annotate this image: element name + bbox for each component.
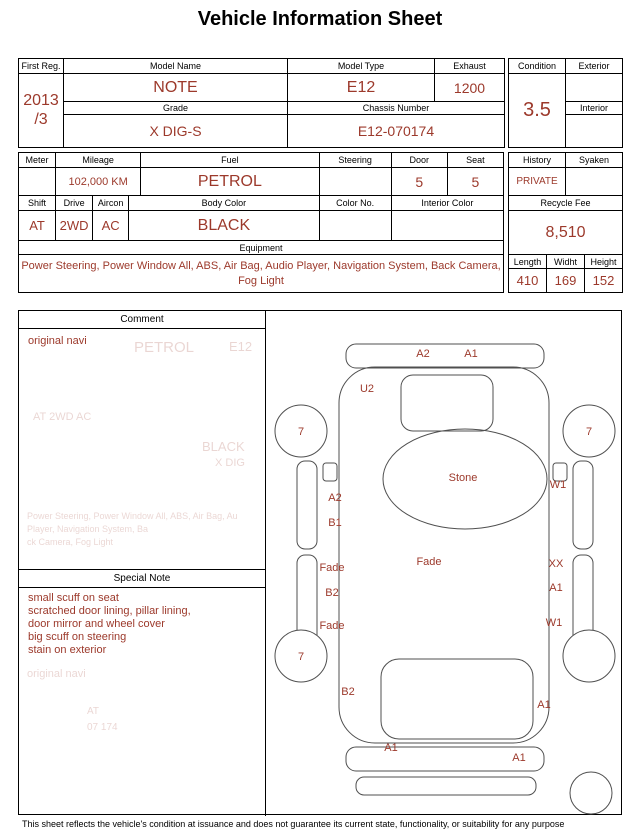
special-note-lines [28,592,191,657]
diagram-label: A2 [328,492,342,504]
seat-label: Seat [447,153,503,168]
color-no-label: Color No. [319,196,391,211]
trunk-panel [381,659,533,739]
equipment-value: Power Steering, Power Window All, ABS, Air Bag, Audio Player, Navigation System, Back Camera, Fog Light [19,255,504,293]
special-note-section [19,569,266,816]
drive-value: 2WD [56,211,93,241]
shift-value: AT [19,211,56,241]
fuel-value: PETROL [141,168,319,196]
meter-label: Meter [19,153,56,168]
bleed-through-text: Power Steering, Power Window All, ABS, Air Bag, Au [27,511,238,521]
bleed-through-text: AT 2WD AC [33,411,92,423]
comment-text: original navi [28,335,87,347]
bleed-through-text: BLACK [202,439,245,454]
diagram-label: A2 [416,348,430,360]
drive-label: Drive [56,196,93,211]
right-sill-front [573,461,593,549]
chassis-number-label: Chassis Number [288,102,505,115]
bleed-through-text: PETROL [134,339,195,356]
first-reg-year: 2013 [23,92,59,110]
bleed-through-text: E12 [229,339,253,354]
aircon-value: AC [93,211,129,241]
first-reg-value [19,74,64,148]
diagram-label: A1 [384,742,398,754]
special-note-line: big scuff on steering [28,631,127,643]
body-color-value: BLACK [129,211,319,241]
exhaust-value: 1200 [435,74,505,102]
diagram-label: B1 [328,517,342,529]
front-bumper [346,344,544,368]
syaken-value [566,168,623,196]
model-type-value: E12 [288,74,435,102]
wheel-rear-right [563,630,615,682]
bleed-through-text: X DIG [215,457,245,469]
diagram-label: 7 [585,426,593,438]
diagram-label: Stone [448,472,478,484]
recycle-fee-label: Recycle Fee [509,196,623,211]
diagram-label: Fade [319,620,345,632]
recycle-fee-value: 8,510 [509,211,623,255]
interior-color-label: Interior Color [391,196,503,211]
fuel-label: Fuel [141,153,319,168]
diagram-label: W1 [549,479,567,491]
bleed-through-text: original navi [27,668,86,680]
exterior-label: Exterior [566,59,623,74]
grade-value: X DIG-S [64,115,288,148]
comment-section [19,311,266,569]
diagram-label: A1 [549,582,563,594]
spare-tire-circle [570,772,612,814]
special-note-line: small scuff on seat [28,592,119,604]
syaken-label: Syaken [566,153,623,168]
condition-label: Condition [509,59,566,74]
bleed-through-text: ck Camera, Fog Light [27,537,114,547]
special-note-line: door mirror and wheel cover [28,618,165,630]
meter-value [19,168,56,196]
lower-rear-strip [356,777,536,795]
condition-diagram-box [18,310,622,815]
mileage-label: Mileage [56,153,141,168]
width-label: Widht [547,255,585,269]
condition-table [508,58,623,148]
diagram-label: 7 [297,651,305,663]
shift-label: Shift [19,196,56,211]
interior-label: Interior [566,102,623,115]
registration-table [18,58,505,148]
comment-header: Comment [19,311,265,329]
condition-value: 3.5 [509,74,566,148]
diagram-label: W1 [545,617,563,629]
history-table [508,152,623,293]
height-label: Height [585,255,623,269]
diagram-label: B2 [325,587,339,599]
bleed-through-text: Player, Navigation System, Ba [27,524,149,534]
exhaust-label: Exhaust [435,59,505,74]
special-note-line: stain on exterior [28,644,107,656]
length-label: Length [509,255,547,269]
bleed-through-text: AT [87,706,100,717]
body-color-label: Body Color [129,196,319,211]
diagram-label: A1 [512,752,526,764]
special-note-header: Special Note [19,570,265,588]
grade-label: Grade [64,102,288,115]
interior-value [566,115,623,148]
diagram-label: B2 [341,686,355,698]
footer-disclaimer: This sheet reflects the vehicle's condition at issuance and does not guarantee its current state, functionality, or suitability for any purpose [22,819,565,829]
diagram-label: Fade [416,556,442,568]
history-label: History [509,153,566,168]
history-value: PRIVATE [509,168,566,196]
seat-value: 5 [447,168,503,196]
door-value: 5 [391,168,447,196]
diagram-label: A1 [464,348,478,360]
left-mirror [323,463,337,481]
equipment-label: Equipment [19,241,504,255]
car-body-outline [339,367,549,743]
diagram-label: 7 [297,426,305,438]
model-type-label: Model Type [288,59,435,74]
length-value: 410 [509,269,547,293]
first-reg-month: /3 [34,110,48,128]
hood-panel [401,375,493,431]
special-note-line: scratched door lining, pillar lining, [28,605,191,617]
width-value: 169 [547,269,585,293]
chassis-number-value: E12-070174 [288,115,505,148]
left-sill-front [297,461,317,549]
steering-value [319,168,391,196]
exterior-value [566,74,623,102]
diagram-label: XX [548,558,564,570]
spec-table [18,152,504,293]
model-name-value: NOTE [64,74,288,102]
steering-label: Steering [319,153,391,168]
interior-color-value [391,211,503,241]
diagram-label: A1 [537,699,551,711]
mileage-value: 102,000 KM [56,168,141,196]
door-label: Door [391,153,447,168]
height-value: 152 [585,269,623,293]
diagram-damage-labels [298,348,592,764]
car-condition-diagram [269,323,625,815]
first-reg-label: First Reg. [19,59,64,74]
aircon-label: Aircon [93,196,129,211]
diagram-label: Fade [319,562,345,574]
model-name-label: Model Name [64,59,288,74]
page-title: Vehicle Information Sheet [197,8,443,30]
diagram-label: U2 [359,383,375,395]
bleed-through-text: 07 174 [87,722,118,733]
color-no-value [319,211,391,241]
